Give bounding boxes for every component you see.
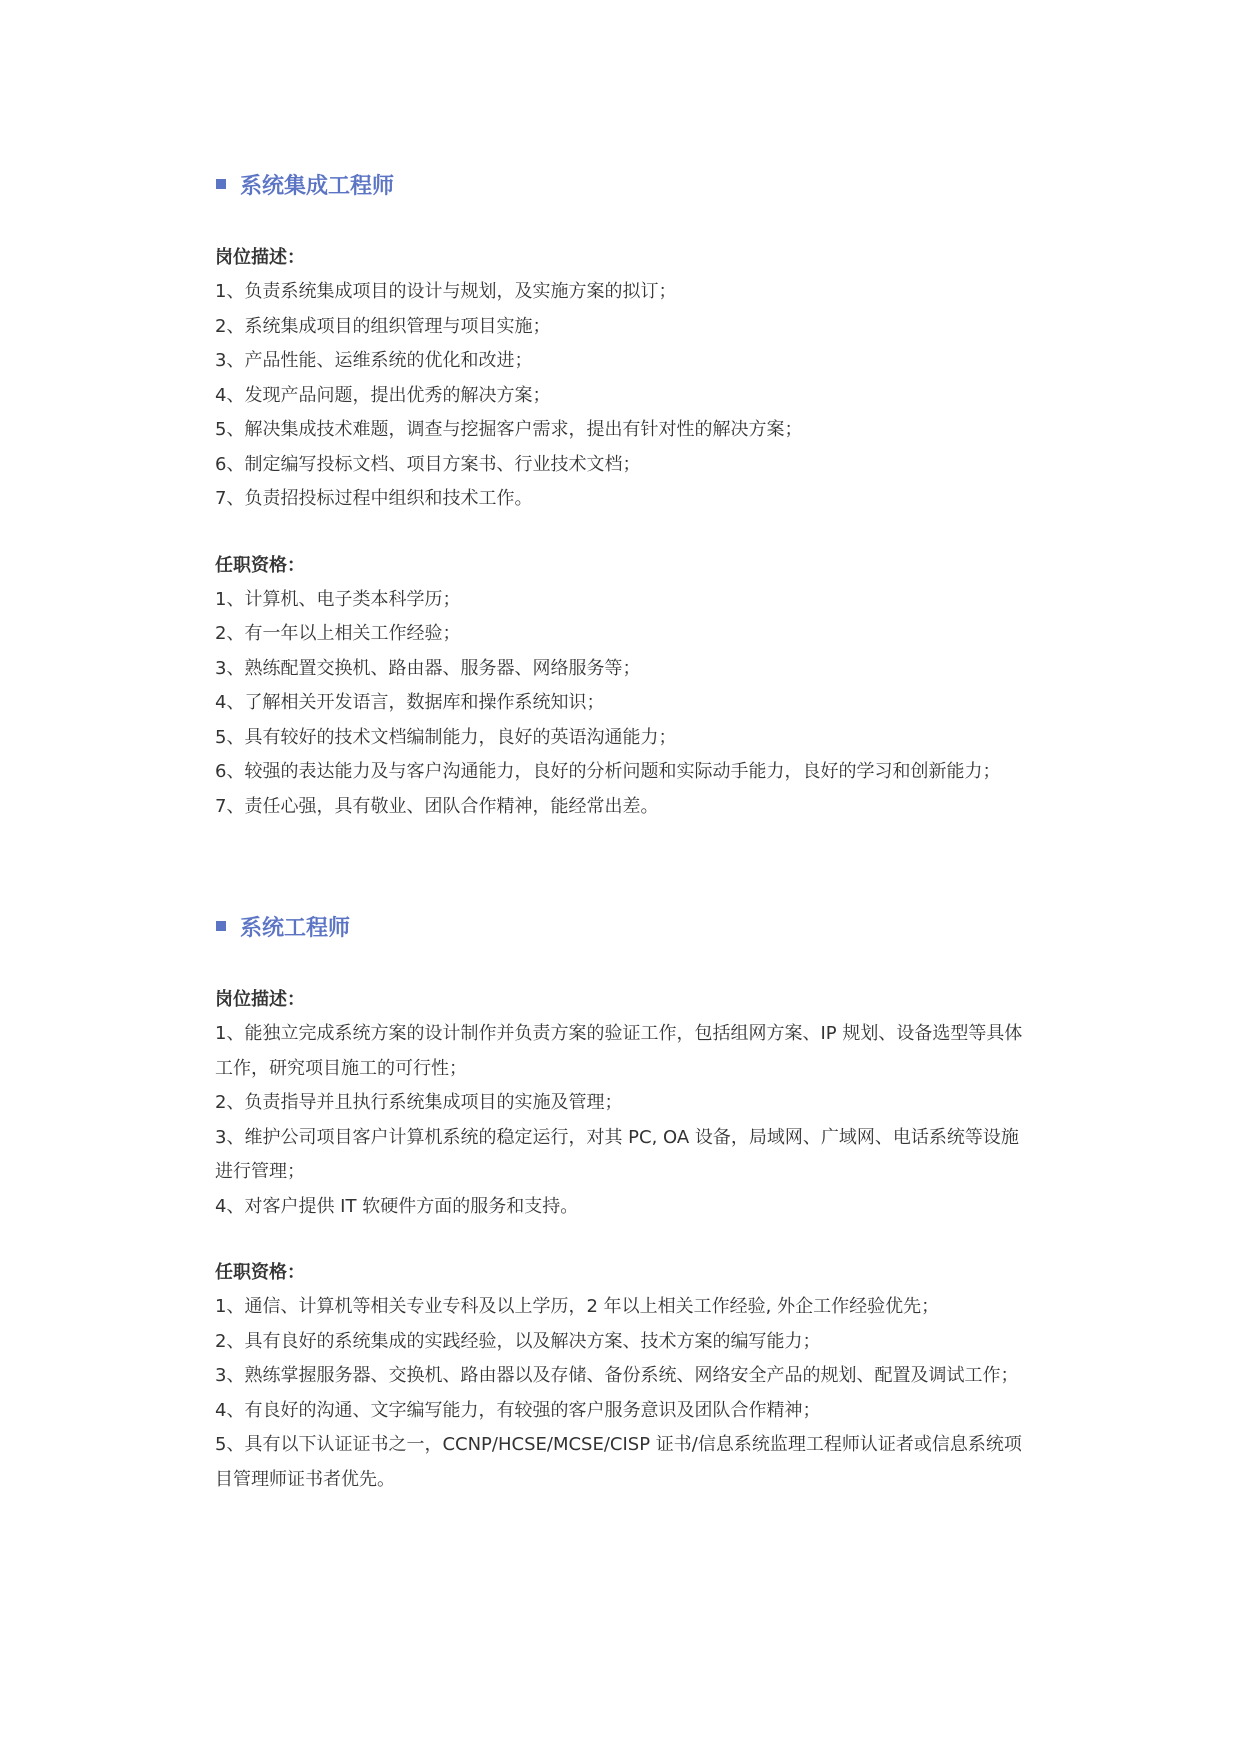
list-item: 1、计算机、电子类本科学历；: [215, 588, 461, 610]
job-title-text: 系统工程师: [240, 915, 351, 941]
description-list: [215, 275, 1030, 517]
list-item: 2、有一年以上相关工作经验；: [215, 623, 461, 644]
list-item: 4、发现产品问题，提出优秀的解决方案；: [215, 384, 551, 406]
list-item: 1、能独立完成系统方案的设计制作并负责方案的验证工作，包括组网方案、IP 规划、设备选型等具体工作，研究项目施工的可行性；: [215, 1023, 1023, 1079]
section-heading: 任职资格：: [215, 1262, 305, 1283]
job-description-section: [215, 241, 1030, 517]
list-item: 4、有良好的沟通、文字编写能力，有较强的客户服务意识及团队合作精神；: [215, 1399, 821, 1421]
list-item: 5、具有以下认证证书之一，CCNP/HCSE/MCSE/CISP 证书/信息系统监理工程师认证者或信息系统项目管理师证书者优先。: [215, 1434, 1022, 1490]
job-requirements-section: [215, 549, 1030, 825]
list-item: 4、了解相关开发语言，数据库和操作系统知识；: [215, 692, 605, 713]
square-bullet-icon: [216, 179, 226, 189]
list-item: 7、负责招投标过程中组织和技术工作。: [215, 488, 533, 509]
list-item: 4、对客户提供 IT 软硬件方面的服务和支持。: [215, 1195, 579, 1217]
list-item: 2、负责指导并且执行系统集成项目的实施及管理；: [215, 1092, 623, 1113]
list-item: 3、熟练掌握服务器、交换机、路由器以及存储、备份系统、网络安全产品的规划、配置及调试工作；: [215, 1365, 1019, 1386]
list-item: 3、熟练配置交换机、路由器、服务器、网络服务等；: [215, 657, 641, 679]
description-list: [215, 1017, 1030, 1224]
list-item: 6、较强的表达能力及与客户沟通能力，良好的分析问题和实际动手能力，良好的学习和创新能力；: [215, 761, 1001, 782]
requirements-list: [215, 583, 1030, 825]
list-item: 2、系统集成项目的组织管理与项目实施；: [215, 315, 551, 337]
job-system-engineer: [215, 906, 1030, 1497]
list-item: 2、具有良好的系统集成的实践经验，以及解决方案、技术方案的编写能力；: [215, 1330, 821, 1352]
list-item: 5、具有较好的技术文档编制能力，良好的英语沟通能力；: [215, 726, 677, 748]
job-title: [215, 164, 1030, 204]
job-title: [215, 906, 1030, 946]
requirements-list: [215, 1290, 1030, 1497]
list-item: 3、维护公司项目客户计算机系统的稳定运行，对其 PC, OA 设备，局域网、广域网、电话系统等设施进行管理；: [215, 1126, 1019, 1182]
list-item: 6、制定编写投标文档、项目方案书、行业技术文档；: [215, 453, 641, 475]
section-heading: 岗位描述：: [215, 989, 305, 1010]
job-description-section: [215, 983, 1030, 1224]
list-item: 1、通信、计算机等相关专业专科及以上学历，2 年以上相关工作经验, 外企工作经验优先；: [215, 1296, 940, 1317]
square-bullet-icon: [216, 921, 226, 931]
section-heading: 任职资格：: [215, 554, 305, 576]
job-title-text: 系统集成工程师: [240, 173, 395, 199]
job-system-integration-engineer: [215, 164, 1030, 824]
list-item: 1、负责系统集成项目的设计与规划，及实施方案的拟订；: [215, 281, 677, 302]
section-heading: 岗位描述：: [215, 247, 305, 268]
job-requirements-section: [215, 1256, 1030, 1497]
list-item: 3、产品性能、运维系统的优化和改进；: [215, 350, 533, 371]
list-item: 5、解决集成技术难题，调查与挖掘客户需求，提出有针对性的解决方案；: [215, 419, 803, 440]
list-item: 7、责任心强，具有敬业、团队合作精神，能经常出差。: [215, 795, 659, 817]
